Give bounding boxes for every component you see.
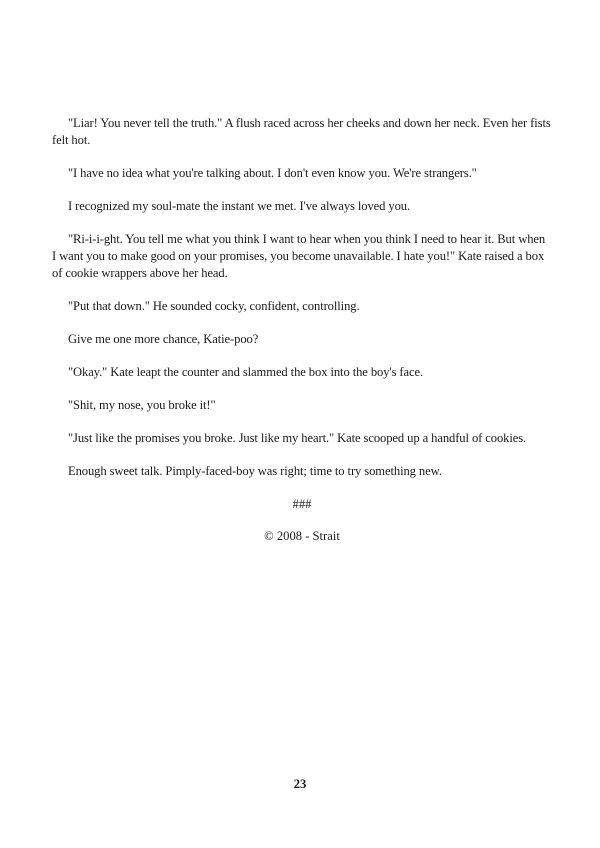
- paragraph: Enough sweet talk. Pimply-faced-boy was right; time to try something new.: [68, 464, 442, 478]
- paragraph: "I have no idea what you're talking about. I don't even know you. We're strangers.": [68, 166, 477, 180]
- copyright-notice: © 2008 - Strait: [264, 529, 340, 543]
- story-text: [52, 115, 552, 545]
- paragraph: "Ri-i-i-ght. You tell me what you think I want to hear when you think I need to hear it. But when I want you to make good on your promises, you become unavailable. I hate you!" Kate raised a box of cookie wrappers above her head.: [52, 232, 546, 280]
- page-number: 23: [293, 777, 307, 791]
- paragraph: "Put that down." He sounded cocky, confident, controlling.: [68, 299, 360, 313]
- paragraph: "Shit, my nose, you broke it!": [68, 398, 216, 412]
- paragraph: Give me one more chance, Katie-poo?: [68, 332, 259, 346]
- paragraph: I recognized my soul-mate the instant we met. I've always loved you.: [68, 199, 411, 213]
- paragraph: "Just like the promises you broke. Just like my heart." Kate scooped up a handful of cookies.: [68, 431, 527, 445]
- paragraph: "Okay." Kate leapt the counter and slammed the box into the boy's face.: [68, 365, 424, 379]
- scene-break: ###: [292, 497, 312, 511]
- paragraph: "Liar! You never tell the truth." A flush raced across her cheeks and down her neck. Even her fists felt hot.: [52, 116, 551, 147]
